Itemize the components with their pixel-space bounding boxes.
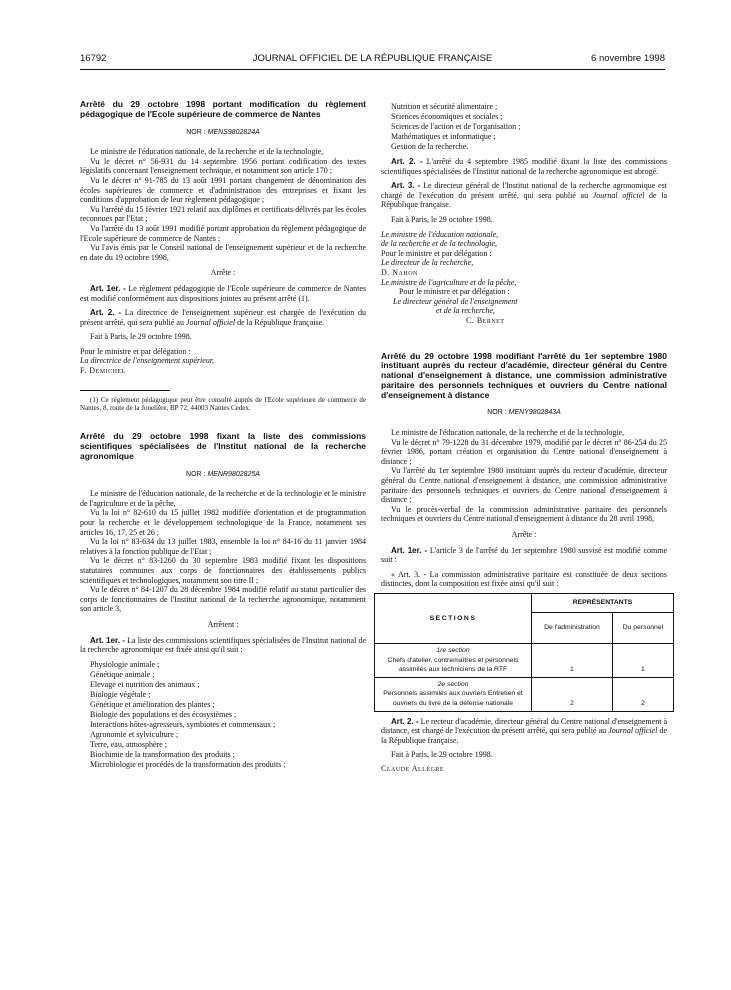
paragraph: Vu la loi n° 83-634 du 13 juillet 1983, ensemble la loi n° 84-16 du 11 janvier 1984 relatives à la fonction publique de l'Etat ; [80, 537, 366, 556]
list-item: Mathématiques et informatique ; [391, 132, 496, 141]
article-title: Arrêté du 29 octobre 1998 fixant la liste des commissions scientifiques spécialisées de l'Institut national de la recherche agronomique [80, 431, 366, 461]
arretent-heading: Arrêtent : [207, 619, 239, 629]
paragraph: Vu l'arrêté du 13 août 1991 modifié portant approbation du règlement pédagogique de l'Ecole supérieure de commerce de Nantes ; [80, 223, 366, 243]
list-item: Biologie des populations et des écosystèmes ; [90, 709, 237, 719]
table-header-admin: De l'administration [532, 612, 613, 643]
list-item: Microbiologie et procédés de la transformation des produits ; [90, 759, 286, 769]
paragraph: Le ministre de l'éducation nationale, de la recherche et de la technologie, [391, 428, 625, 438]
signature-line: Pour le ministre et par délégation : [381, 248, 492, 258]
table-header-representatives: REPRÉSENTANTS [532, 593, 674, 612]
article-title: Arrêté du 29 octobre 1998 portant modification du règlement pédagogique de l'Ecole supérieure de commerce de Nantes [80, 99, 366, 119]
paragraph: Vu l'arrêté du 15 février 1921 relatif aux diplômes et certificats délivrés par les écoles reconnues par l'Etat ; [80, 204, 366, 224]
article-title: Arrêté du 29 octobre 1998 modifiant l'arrêté du 1er septembre 1980 instituant auprès du recteur d'académie, directeur général du Centre national d'enseignement à distance, une commission administrative paritaire des personnels techniques et ouvriers du Centre national d'enseignement à distance [381, 350, 667, 400]
section-description: Chefs d'atelier, contremaîtres et personnels assimilés aux techniciens de la RTF [387, 656, 519, 674]
header-rule [80, 69, 665, 70]
list-item: Génétique animale ; [90, 669, 155, 679]
paragraph: Vu le décret n° 79-1228 du 31 décembre 1979, modifié par le décret n° 86-254 du 25 février 1986, portant création et organisation du Centre national d'enseignement à distance ; [381, 437, 667, 466]
signature-title: et de la recherche, [436, 306, 495, 316]
list-item: Interactions hôtes-agresseurs, symbiotes et commensaux ; [90, 719, 276, 729]
list-item: Elevage et nutrition des animaux ; [90, 679, 200, 689]
commission-list [80, 660, 366, 770]
paragraph: Le ministre de l'éducation nationale, de la recherche et de la technologie, [90, 147, 324, 157]
paragraph: Vu le décret n° 84-1207 du 28 décembre 1984 modifié relatif au statut particulier des corps de fonctionnaires de l'Institut national de la recherche agronomique, notamment son article 3, [80, 585, 366, 614]
done-at: Fait à Paris, le 29 octobre 1998. [391, 214, 493, 224]
paragraph: Vu le procès-verbal de la commission administrative paritaire des personnels techniques et ouvriers du Centre national d'enseignement à distance du 28 avril 1998, [381, 504, 667, 524]
article-1: Art. 1er. - La liste des commissions scientifiques spécialisées de l'Institut national de la recherche agronomique est fixée ainsi qu'il suit : [80, 635, 366, 655]
signatory-name: F. Demichel [80, 366, 126, 376]
signatory-name: Claude Allègre [381, 763, 444, 773]
page-header [80, 53, 665, 67]
admin-count: 1 [532, 643, 613, 677]
signature-title: La directrice de l'enseignement supérieur, [80, 356, 215, 366]
signature-title: de la recherche et de la technologie, [381, 239, 498, 249]
issue-date: 6 novembre 1998 [591, 53, 665, 64]
paragraph: Vu le décret n° 91-785 du 13 août 1991 portant changement de dénomination des écoles supérieures de commerce et d'administration des entreprises et fixant les conditions d'approbation de leur règlement pédagogique ; [80, 175, 366, 205]
table-header-staff: Du personnel [612, 612, 673, 643]
article-2: Art. 2. - L'arrêté du 4 septembre 1985 modifié fixant la liste des commissions scientifiques spécialisées de l'Institut national de la recherche agronomique est abrogé. [381, 157, 668, 176]
done-at: Fait à Paris, le 29 octobre 1998. [90, 332, 192, 342]
list-item: Sciences économiques et sociales ; [391, 112, 503, 121]
signature-title: Le ministre de l'éducation nationale, [381, 229, 499, 239]
footnote: (1) Ce règlement pédagogique peut être consulté auprès de l'Ecole supérieure de commerce de Nantes, 8, route de la Jonelière, BP 72, 44003 Nantes Cedex. [80, 395, 366, 412]
journal-title: JOURNAL OFFICIEL DE LA RÉPUBLIQUE FRANÇAISE [252, 53, 493, 64]
list-item: Physiologie animale ; [90, 659, 160, 669]
list-item: Nutrition et sécurité alimentaire ; [391, 102, 498, 111]
footnote-rule [80, 390, 170, 391]
section-title: 2e section [437, 680, 469, 688]
article-3: Art. 3. - Le directeur général de l'Institut national de la recherche agronomique est chargé de l'exécution du présent arrêté, qui sera publié au Journal officiel de la République française. [381, 181, 668, 210]
article-1: Art. 1er. - Le règlement pédagogique de l'Ecole supérieure de commerce de Nantes est modifié conformément aux dispositions jointes au présent arrêté (1). [80, 283, 367, 303]
signature-line: Pour le ministre et par délégation : [80, 346, 191, 356]
list-item: Biologie végétale ; [90, 689, 151, 699]
paragraph: Vu l'avis émis par le Conseil national de l'enseignement supérieur et de la recherche en date du 19 octobre 1998, [80, 243, 366, 262]
signatory-name: C. Bernet [466, 315, 505, 325]
section-description: Personnels assimilés aux ouvriers Entretien et ouvriers du livre de la défense nationale [383, 690, 523, 707]
signature-title: Le directeur de la recherche, [381, 258, 474, 268]
signature-line: Pour le ministre et par délégation : [399, 287, 510, 297]
composition-table [374, 593, 674, 712]
staff-count: 2 [612, 677, 673, 711]
signature-title: Le directeur général de l'enseignement [393, 296, 518, 306]
article-2: Art. 2. - Le recteur d'académie, directeur général du Centre national d'enseignement à distance, est chargé de l'exécution du présent arrêté, qui sera publié au Journal officiel de la République française. [381, 716, 668, 745]
nor-reference: NOR : MENS9802824A [186, 128, 260, 136]
signatory-name: D. Nahon [381, 267, 418, 277]
nor-reference: NOR : MENY9802843A [487, 409, 561, 417]
page-number: 16792 [80, 53, 107, 64]
signature-title: Le ministre de l'agriculture et de la pêche, [381, 277, 517, 287]
arrete-heading: Arrête : [210, 268, 236, 278]
commission-list-continued [381, 102, 667, 152]
paragraph: Vu le décret n° 83-1260 du 30 septembre 1983 modifié fixant les dispositions statutaires communes aux corps de fonctionnaires des établissements publics scientifiques et technologiques, notamment son titre II ; [80, 556, 366, 585]
paragraph: Vu le décret n° 56-931 du 14 septembre 1956 portant codification des textes législatifs concernant l'enseignement technique, et notamment son article 170 ; [80, 156, 366, 176]
quoted-article: « Art. 3. - La commission administrative paritaire est constituée de deux sections distinctes, dont la composition est fixée ainsi qu'il suit : [381, 569, 667, 589]
paragraph: Vu l'arrêté du 1er septembre 1980 instituant auprès du recteur d'académie, directeur général du Centre national d'enseignement à distance, une commission administrative paritaire des personnels techniques et ouvriers du Centre national d'enseignement à distance ; [381, 466, 667, 505]
paragraph: Le ministre de l'éducation nationale, de la recherche et de la technologie et le ministre de l'agriculture et de la pêche, [80, 489, 366, 508]
arrete-heading: Arrête : [511, 530, 537, 540]
paragraph: Vu la loi n° 82-610 du 15 juillet 1982 modifiée d'orientation et de programmation pour la recherche et le développement technologique de la France, notamment ses articles 16, 17, 25 et 26 ; [80, 508, 366, 537]
list-item: Gestion de la recherche. [391, 142, 469, 151]
nor-reference: NOR : MENR9802825A [186, 470, 260, 478]
table-row [375, 677, 674, 711]
right-column [381, 102, 667, 774]
list-item: Terre, eau, atmosphère ; [90, 739, 167, 749]
article-2: Art. 2. - La directrice de l'enseignement supérieur est chargée de l'exécution du présent arrêté, qui sera publié au Journal officiel de la République française. [80, 308, 366, 327]
admin-count: 2 [532, 677, 613, 711]
list-item: Biochimie de la transformation des produits ; [90, 749, 235, 759]
table-header-sections: SECTIONS [375, 593, 532, 643]
section-title: 1re section [436, 646, 470, 654]
list-item: Sciences de l'action et de l'organisation ; [391, 122, 521, 131]
list-item: Agronomie et sylviculture ; [90, 729, 179, 739]
list-item: Génétique et amélioration des plantes ; [90, 699, 215, 709]
done-at: Fait à Paris, le 29 octobre 1998. [391, 750, 493, 760]
left-column [80, 100, 366, 770]
staff-count: 1 [612, 643, 673, 677]
article-1: Art. 1er. - L'article 3 de l'arrêté du 1er septembre 1980 susvisé est modifié comme suit : [381, 545, 667, 565]
table-row [375, 643, 674, 677]
